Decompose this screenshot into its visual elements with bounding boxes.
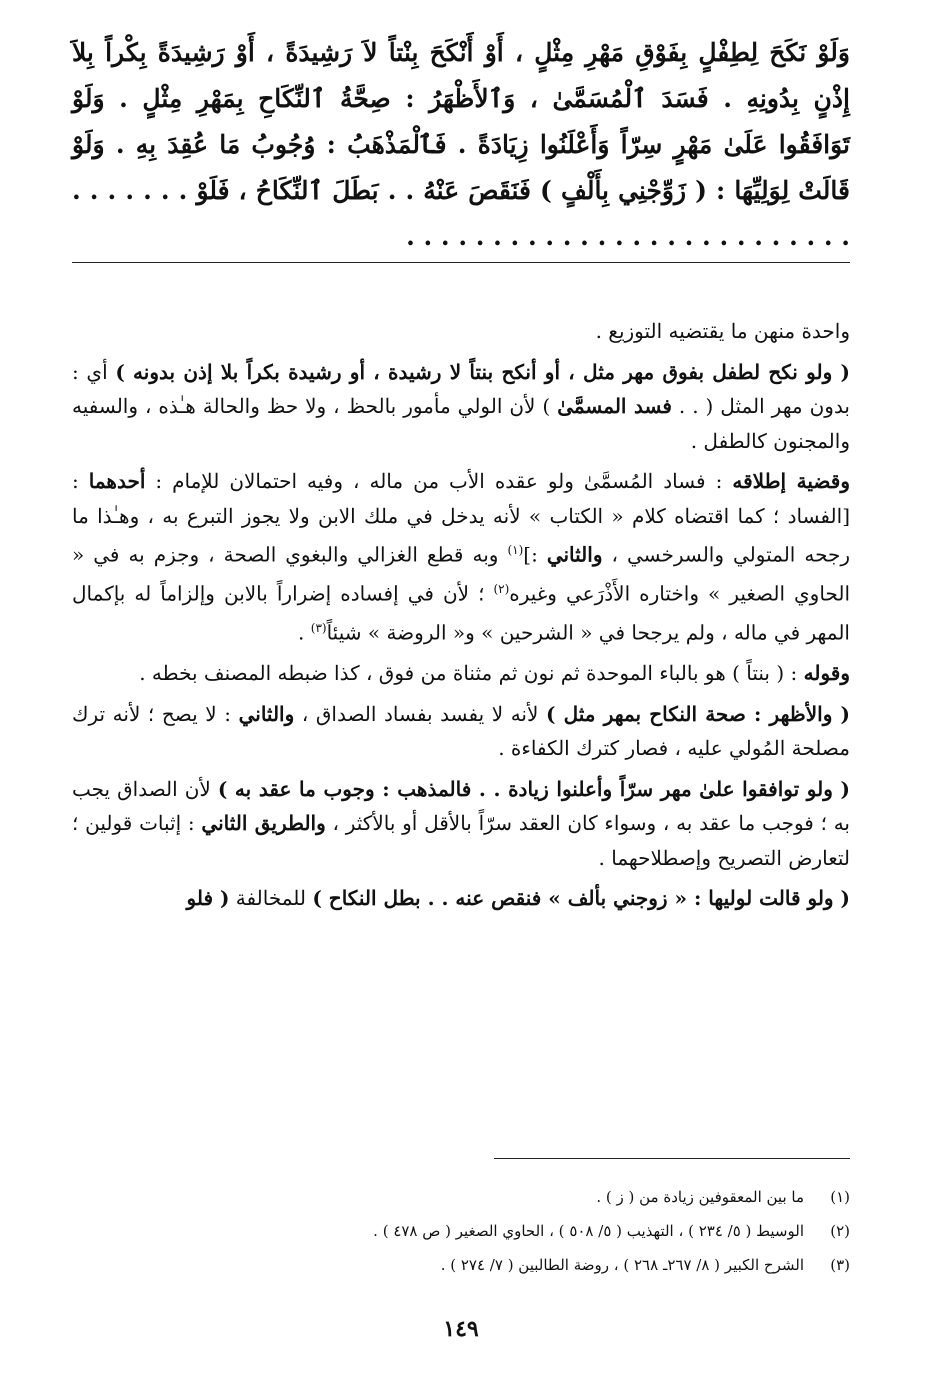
footnote-2 [72,1214,850,1248]
footnote-text: الوسيط ( ٥/ ٢٣٤ ) ، التهذيب ( ٥/ ٥٠٨ ) ، الحاوي الصغير ( ص ٤٧٨ ) . [373,1222,804,1240]
commentary-paragraph-1: واحدة منهن ما يقتضيه التوزيع . [595,319,850,343]
footnote-number: (١) [830,1188,850,1206]
footnote-number: (٣) [830,1256,850,1274]
commentary-paragraph-5: ( والأظهر : صحة النكاح بمهر مثل ) لأنه لا يفسد بفساد الصداق ، والثاني : لا يصح ؛ لأنه ترك مصلحة المُولي عليه ، فصار كترك الكفاءة . [72,701,850,761]
commentary-paragraph-4: وقوله : ( بنتاً ) هو بالباء الموحدة ثم نون ثم مثناة من فوق ، كذا ضبطه المصنف بخطه . [139,661,850,686]
matn-paragraph: وَلَوْ نَكَحَ لِطِفْلٍ بِفَوْقِ مَهْرِ مِثْلٍ ، أَوْ أَنْكَحَ بِنْتاً لاَ رَشِيدَةً ، أَوْ رَشِيدَةً بِكْراً بِلاَ إِذْنٍ بِدُونِهِ . فَسَدَ ٱلْمُسَمَّىٰ ، وَٱلأَظْهَرُ : صِحَّةُ ٱلنِّكَاحِ بِمَهْرِ مِثْلٍ . وَلَوْ تَوَافَقُوا عَلَىٰ مَهْرٍ سِرّاً وَأَعْلَنُوا زِيَادَةً . فَٱلْمَذْهَبُ : وُجُوبُ مَا عُقِدَ بِهِ . وَلَوْ قَالَتْ لِوَلِيِّهَا : ( زَوِّجْنِي بِأَلْفٍ ) فَنَقَصَ عَنْهُ . . بَطَلَ ٱلنِّكَاحُ ، فَلَوْ . . . . . . . . . . . . . . . . . . . . . . . . . . . . . . . . . [72,38,850,251]
footnote-separator-line [494,1158,850,1159]
footnote-ref-1[interactable]: (١) [507,543,524,557]
footnote-3 [72,1248,850,1282]
page-number: ١٤٩ [443,1316,479,1342]
footnote-text: الشرح الكبير ( ٨/ ٢٦٧ـ ٢٦٨ ) ، روضة الطالبين ( ٧/ ٢٧٤ ) . [440,1256,804,1274]
commentary-paragraph-3: وقضية إطلاقه : فساد المُسمَّىٰ ولو عقده الأب من ماله ، وفيه احتمالان للإمام : أحدهما : [الفساد ؛ كما اقتضاه كلام « الكتاب » لأنه يدخل في ملك الابن ولا يجوز التبرع به ، وهـٰذا ما رجحه المتولي والسرخسي ، والثاني :]$^{(١)}$ وبه قطع الغزالي والبغوي الصحة ، وجزم به في « الحاوي الصغير » واختاره الأَذْرَعي وغيره$^{(٢)}$ ؛ لأن في إفساده إضراراً بالابن وإلزاماً له بإكمال المهر في ماله ، ولم يرجحا في « الشرحين » و« الروضة » شيئاً$^{(٣)}$ . [72,469,850,645]
commentary-text [72,314,850,922]
footnote-number: (٢) [830,1222,850,1240]
commentary-paragraph-6: ( ولو توافقوا علىٰ مهر سرّاً وأعلنوا زيادة . . فالمذهب : وجوب ما عقد به ) لأن الصداق يجب به ؛ فوجب ما عقد به ، وسواء كان العقد سرّاً بالأقل أو بالأكثر ، والطريق الثاني : إثبات قولين ؛ لتعارض التصريح وإصطلاحهما . [72,776,850,870]
footnote-1 [72,1180,850,1214]
commentary-paragraph-7: ( ولو قالت لوليها : « زوجني بألف » فنقص عنه . . بطل النكاح ) للمخالفة ( فلو [186,886,850,911]
footnote-ref-2[interactable]: (٢) [493,582,510,597]
book-page [72,30,850,1360]
matn-text [72,30,850,260]
footnote-ref-3[interactable]: (٣) [310,621,327,636]
commentary-paragraph-2: ( ولو نكح لطفل بفوق مهر مثل ، أو أنكح بنتاً لا رشيدة ، أو رشيدة بكراً بلا إذن بدونه ) أي : بدون مهر المثل ( . . فسد المسمَّىٰ ) لأن الولي مأمور بالحظ ، ولا حظ والحالة هـٰذه ، والسفيه والمجنون كالطفل . [72,359,851,453]
footnotes [72,1180,850,1282]
footnote-text: ما بين المعقوفين زيادة من ( ز ) . [596,1188,804,1206]
matn-separator-line [72,262,850,263]
